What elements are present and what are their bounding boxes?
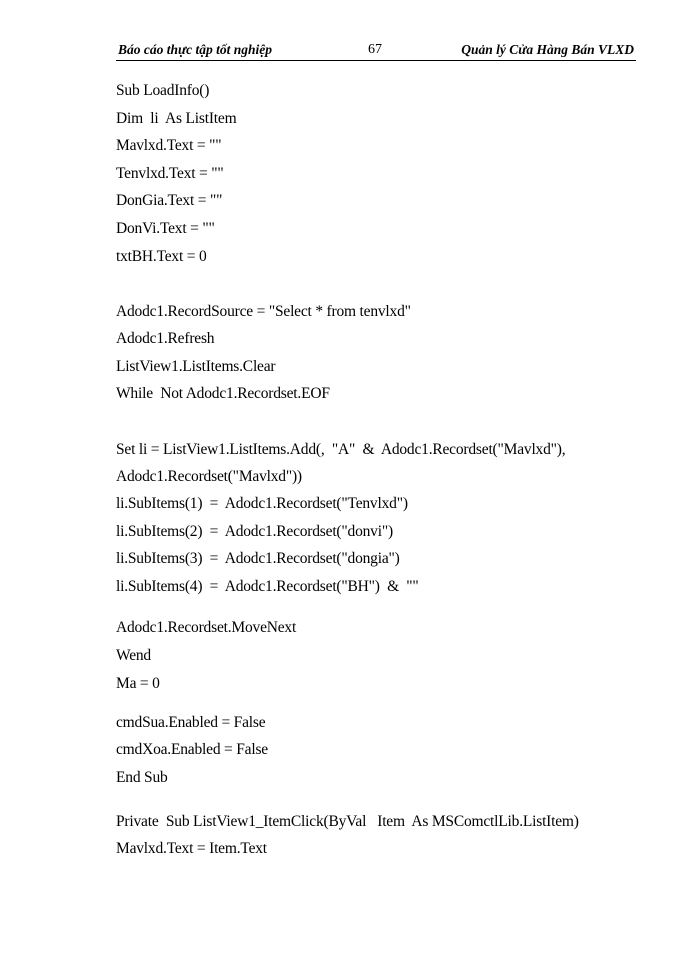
header-report-title: Báo cáo thực tập tốt nghiệp	[118, 42, 272, 57]
code-line: Sub LoadInfo()	[116, 82, 210, 99]
code-line: Mavlxd.Text = Item.Text	[116, 840, 267, 857]
header-project-title: Quản lý Cửa Hàng Bán VLXD	[461, 42, 634, 57]
code-line: DonGia.Text = ""	[116, 192, 223, 209]
code-line: Ma = 0	[116, 675, 160, 692]
code-line: End Sub	[116, 769, 168, 786]
code-line: DonVi.Text = ""	[116, 220, 215, 237]
code-line: Adodc1.RecordSource = "Select * from tenvlxd"	[116, 303, 411, 320]
code-line: Adodc1.Refresh	[116, 330, 215, 347]
code-line: cmdXoa.Enabled = False	[116, 741, 268, 758]
code-line: li.SubItems(4) = Adodc1.Recordset("BH") & ""	[116, 578, 419, 595]
page-header	[116, 40, 636, 61]
page-number: 67	[368, 42, 382, 57]
code-line: li.SubItems(2) = Adodc1.Recordset("donvi")	[116, 523, 393, 540]
code-line: ListView1.ListItems.Clear	[116, 358, 276, 375]
code-line: While Not Adodc1.Recordset.EOF	[116, 385, 330, 402]
code-line: Dim li As ListItem	[116, 110, 237, 127]
code-line: li.SubItems(1) = Adodc1.Recordset("Tenvlxd")	[116, 495, 408, 512]
code-line: Mavlxd.Text = ""	[116, 137, 222, 154]
code-line: Private Sub ListView1_ItemClick(ByVal Item As MSComctlLib.ListItem)	[116, 813, 579, 830]
code-line: Set li = ListView1.ListItems.Add(, "A" & Adodc1.Recordset("Mavlxd"),	[116, 441, 566, 458]
code-line: cmdSua.Enabled = False	[116, 714, 266, 731]
code-line: li.SubItems(3) = Adodc1.Recordset("dongia")	[116, 550, 400, 567]
code-line: Tenvlxd.Text = ""	[116, 165, 224, 182]
code-line: Wend	[116, 647, 151, 664]
code-line: Adodc1.Recordset.MoveNext	[116, 619, 297, 636]
code-line: Adodc1.Recordset("Mavlxd"))	[116, 468, 302, 485]
code-line: txtBH.Text = 0	[116, 248, 207, 265]
